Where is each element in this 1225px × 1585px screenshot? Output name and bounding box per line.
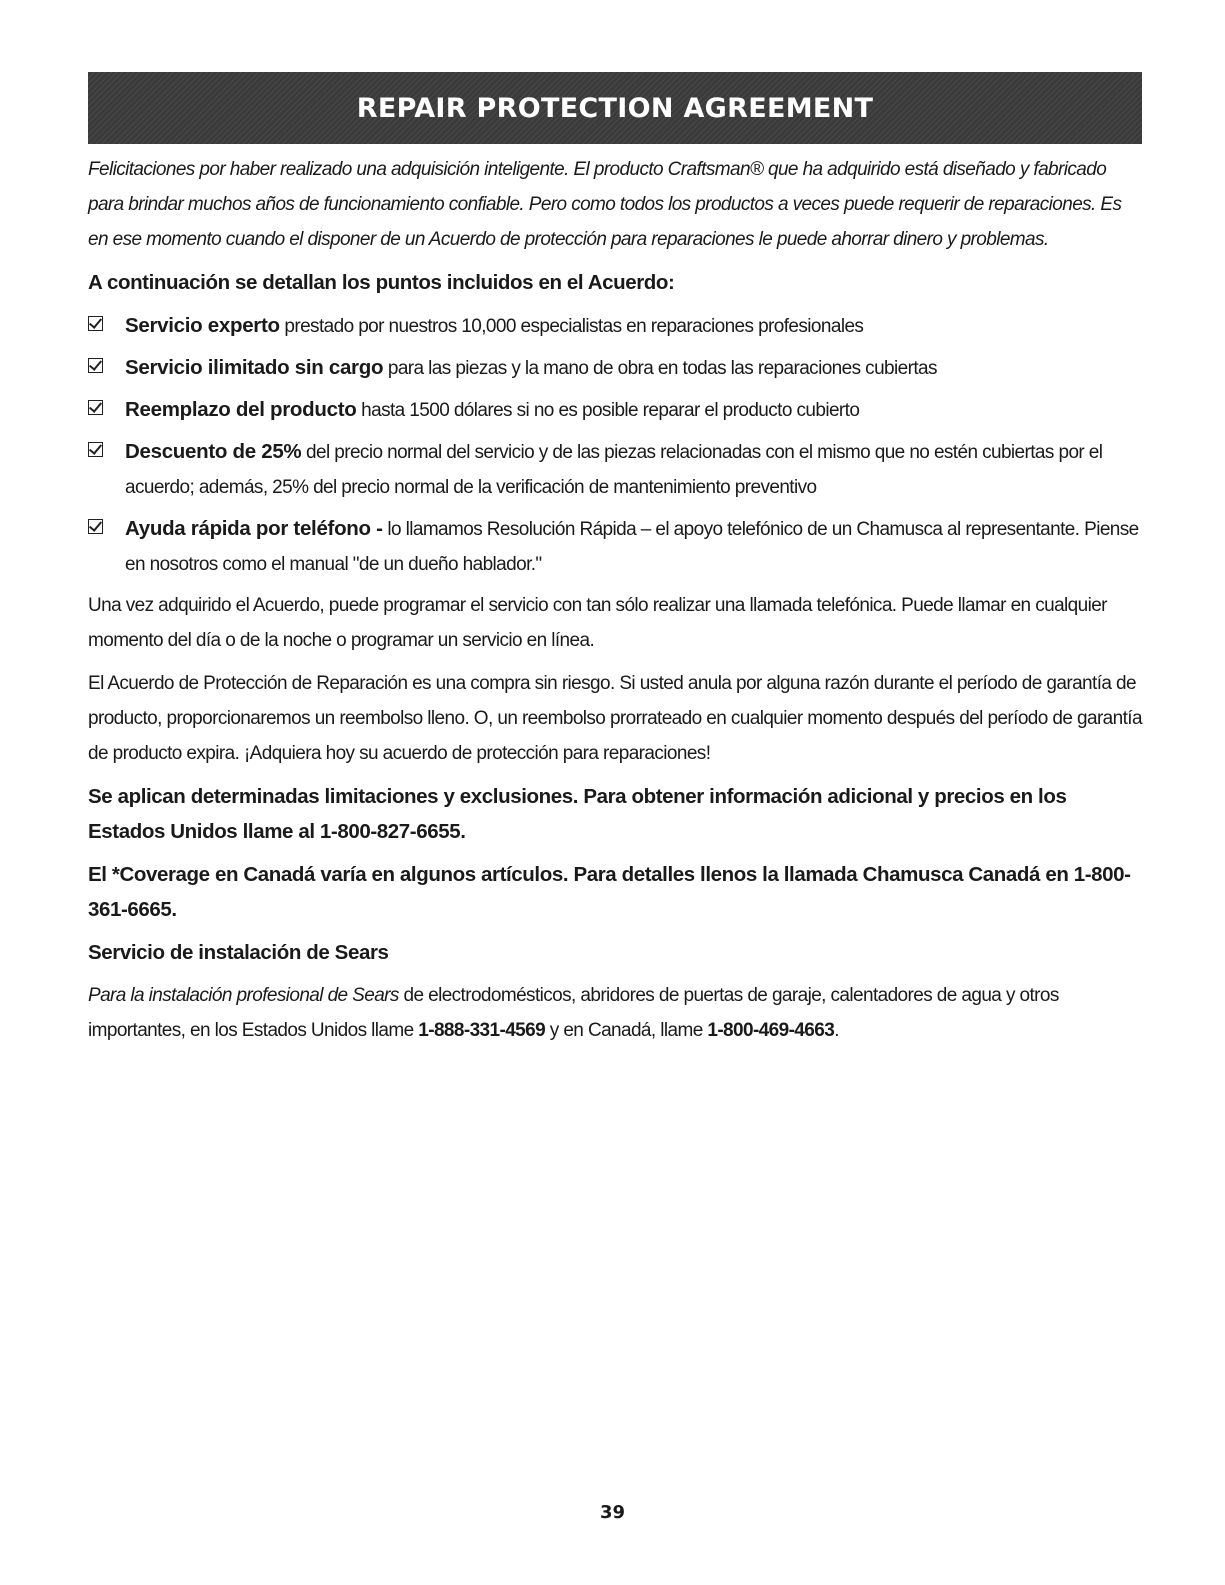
list-item [88, 308, 1142, 344]
installation-paragraph [88, 978, 1142, 1048]
installation-text-2: y en Canadá, llame [545, 1020, 708, 1041]
item-lead: Servicio ilimitado sin cargo [125, 356, 384, 379]
page-number: 39 [599, 1502, 626, 1523]
installation-text-1: de electrodomésticos, abridores de puertas de garaje, calentadores de agua y otros importantes, en los Estados Unidos llame [88, 985, 1059, 1041]
checked-box-icon [88, 400, 103, 415]
checked-box-icon [88, 442, 103, 457]
document-body [88, 152, 1142, 1056]
installation-lead: Para la instalación profesional de Sears [88, 985, 399, 1006]
phone-canada: 1-800-469-4663 [707, 1020, 835, 1041]
list-item [88, 392, 1142, 428]
page-title: REPAIR PROTECTION AGREEMENT [356, 92, 874, 124]
list-item [88, 511, 1142, 582]
item-lead: Ayuda rápida por teléfono - [125, 517, 383, 540]
list-item [88, 434, 1142, 505]
item-text: lo llamamos Resolución Rápida – el apoyo telefónico de un Chamusca al representante. Piense en nosotros como el manual "de un dueño hablador." [125, 519, 1139, 575]
item-lead: Descuento de 25% [125, 440, 302, 463]
installation-text-3: . [834, 1020, 839, 1041]
item-text: prestado por nuestros 10,000 especialistas en reparaciones profesionales [279, 316, 864, 337]
limitations-notice: Se aplican determinadas limitaciones y exclusiones. Para obtener información adicional y precios en los Estados Unidos llame al 1-800-827-6655. [88, 785, 1067, 843]
checked-box-icon [88, 519, 103, 534]
refund-paragraph: El Acuerdo de Protección de Reparación es una compra sin riesgo. Si usted anula por alguna razón durante el período de garantía de producto, proporcionaremos un reembolso lleno. O, un reembolso prorrateado en cualquier momento después del período de garantía de producto expira. ¡Adquiera hoy su acuerdo de protección para reparaciones! [88, 673, 1142, 764]
item-text: hasta 1500 dólares si no es posible reparar el producto cubierto [356, 400, 860, 421]
phone-us: 1-888-331-4569 [418, 1020, 546, 1041]
checked-box-icon [88, 358, 103, 373]
item-lead: Reemplazo del producto [125, 398, 357, 421]
canada-coverage-notice: El *Coverage en Canadá varía en algunos artículos. Para detalles llenos la llamada Chamusca Canadá en 1-800-361-6665. [88, 863, 1131, 921]
item-text: del precio normal del servicio y de las piezas relacionadas con el mismo que no estén cubiertas por el acuerdo; además, 25% del precio normal de la verificación de mantenimiento preventivo [125, 442, 1103, 498]
item-text: para las piezas y la mano de obra en todas las reparaciones cubiertas [383, 358, 937, 379]
installation-heading: Servicio de instalación de Sears [88, 941, 389, 964]
item-lead: Servicio experto [125, 314, 280, 337]
title-banner [88, 72, 1142, 144]
scheduling-paragraph: Una vez adquirido el Acuerdo, puede programar el servicio con tan sólo realizar una llamada telefónica. Puede llamar en cualquier momento del día o de la noche o programar un servicio en línea. [88, 595, 1107, 651]
checked-box-icon [88, 316, 103, 331]
intro-paragraph: Felicitaciones por haber realizado una adquisición inteligente. El producto Craftsman® que ha adquirido está diseñado y fabricado para brindar muchos años de funcionamiento confiable. Pero como todos los productos a veces puede requerir de reparaciones. Es en ese momento cuando el disponer de un Acuerdo de protección para reparaciones le puede ahorrar dinero y problemas. [88, 159, 1122, 250]
list-heading: A continuación se detallan los puntos incluidos en el Acuerdo: [88, 271, 675, 294]
benefits-checklist [88, 308, 1142, 582]
list-item [88, 350, 1142, 386]
